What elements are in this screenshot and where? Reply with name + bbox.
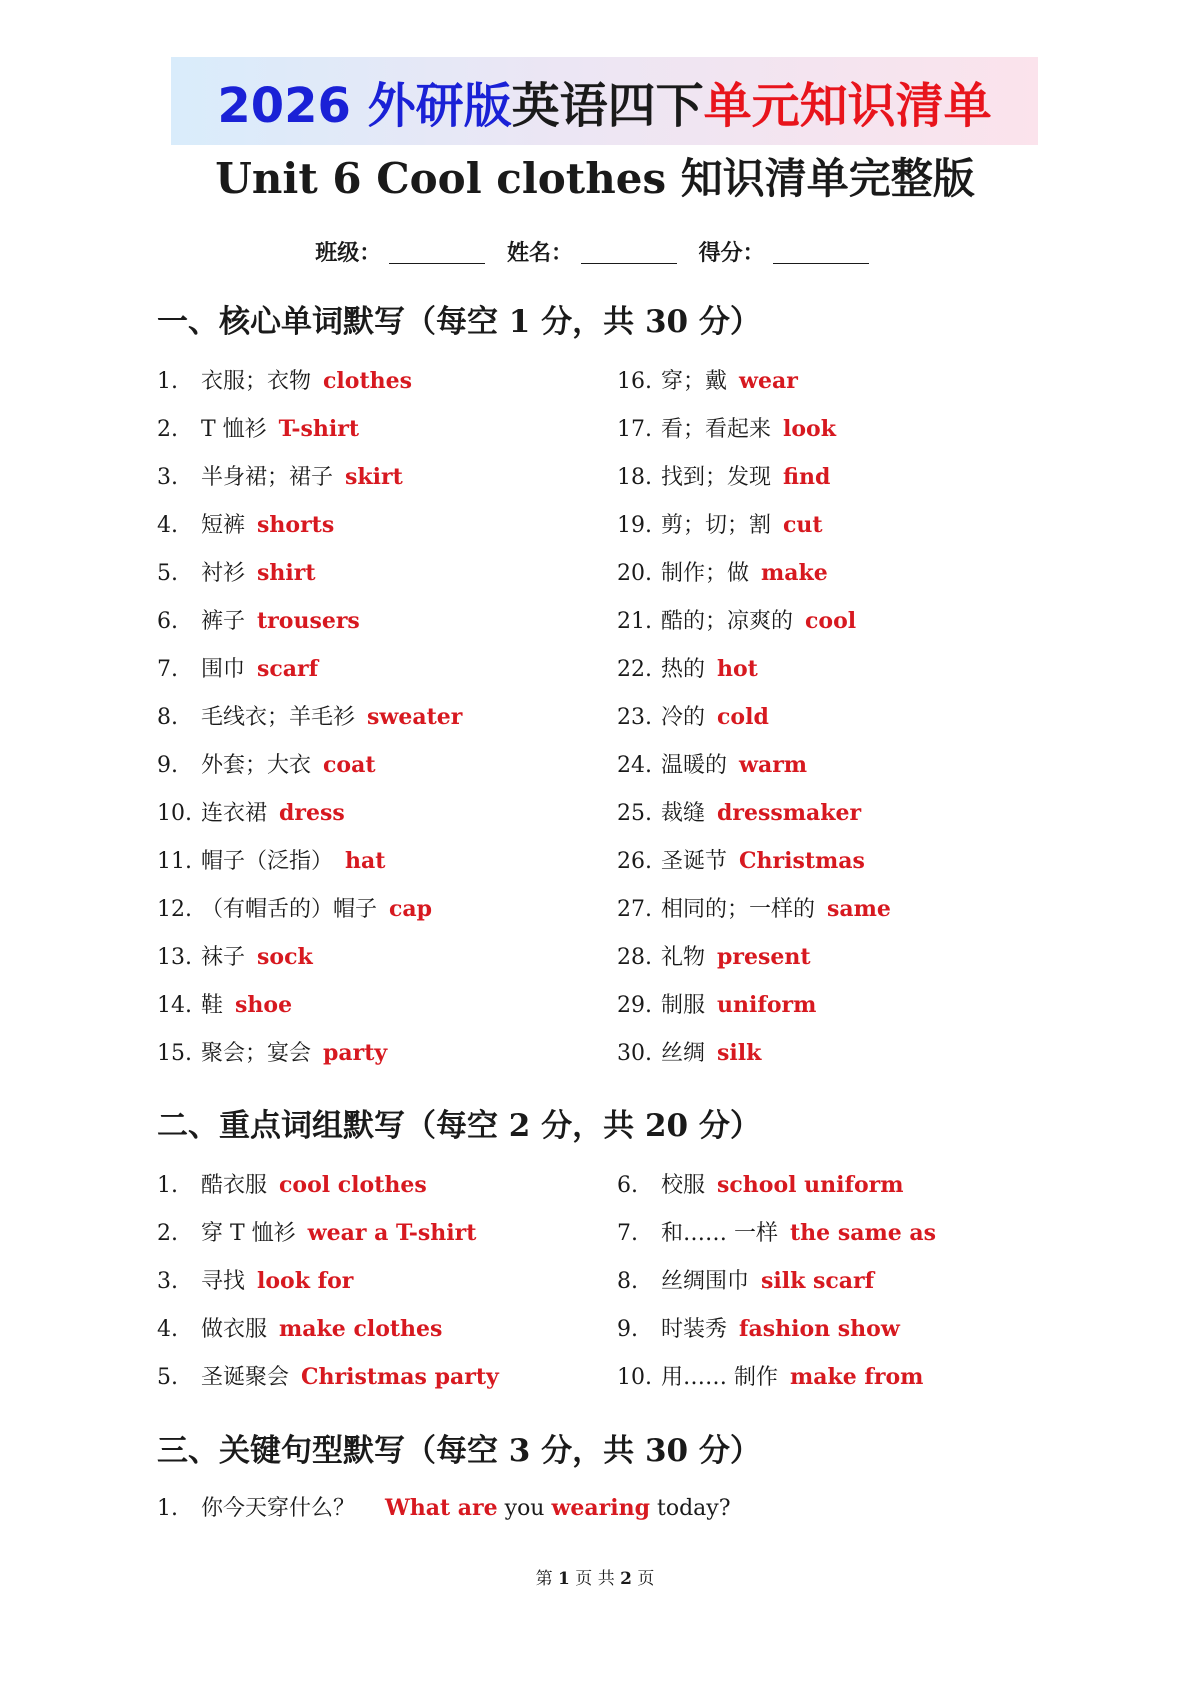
sentence-answer-1: What are (385, 1495, 498, 1521)
item-answer: find (783, 464, 831, 490)
list-item (617, 1209, 1057, 1257)
item-number: 9. (617, 1317, 638, 1342)
list-item (617, 1257, 1057, 1305)
list-item (617, 453, 1057, 501)
item-chinese: 外套；大衣 (201, 753, 312, 778)
item-chinese: 校服 (661, 1173, 706, 1198)
item-chinese: 裁缝 (661, 801, 706, 826)
list-item (157, 741, 617, 789)
item-chinese: 用…… 制作 (661, 1365, 778, 1390)
list-item (157, 357, 617, 405)
item-chinese: 温暖的 (661, 753, 728, 778)
item-chinese: T 恤衫 (201, 417, 267, 442)
item-chinese: 丝绸围巾 (661, 1269, 750, 1294)
item-answer: make from (790, 1364, 924, 1390)
list-item (617, 741, 1057, 789)
item-chinese: 衣服；衣物 (201, 369, 312, 394)
item-chinese: 丝绸 (661, 1041, 706, 1066)
item-answer: warm (739, 752, 808, 778)
item-answer: clothes (323, 368, 412, 394)
list-item (157, 789, 617, 837)
item-answer: T-shirt (278, 416, 360, 442)
item-number: 28. (617, 945, 652, 970)
list-item (617, 933, 1057, 981)
item-number: 22. (617, 657, 652, 682)
footer-total: 2 (620, 1569, 632, 1589)
list-item (157, 1029, 617, 1077)
item-chinese: 热的 (661, 657, 706, 682)
item-chinese: 帽子（泛指） (201, 849, 334, 874)
list-item (157, 405, 617, 453)
footer-page: 1 (558, 1569, 570, 1589)
item-answer: party (323, 1040, 388, 1066)
item-chinese: 制作；做 (661, 561, 750, 586)
item-answer: shirt (257, 560, 316, 586)
item-number: 25. (617, 801, 652, 826)
phrase-list (157, 1161, 1057, 1401)
item-chinese: 相同的；一样的 (661, 897, 816, 922)
item-chinese: 圣诞聚会 (201, 1365, 290, 1390)
item-number: 23. (617, 705, 652, 730)
item-number: 5. (157, 561, 178, 586)
item-chinese: 剪；切；割 (661, 513, 772, 538)
list-item (617, 405, 1057, 453)
list-item (157, 645, 617, 693)
section-3-heading: 三、关键句型默写（每空 3 分，共 30 分） (157, 1433, 761, 1469)
sentence-text-1: you (497, 1496, 552, 1521)
item-answer: dress (279, 800, 345, 826)
sentence-chinese: 你今天穿什么？ (201, 1496, 356, 1521)
item-answer: the same as (790, 1220, 937, 1246)
item-answer: sock (257, 944, 313, 970)
list-item (617, 1029, 1057, 1077)
item-answer: make clothes (279, 1316, 443, 1342)
list-item (617, 789, 1057, 837)
banner-list: 单元知识清单 (703, 77, 992, 134)
list-item (617, 981, 1057, 1029)
item-number: 7. (617, 1221, 638, 1246)
item-number: 14. (157, 993, 192, 1018)
item-number: 8. (157, 705, 178, 730)
item-chinese: 聚会；宴会 (201, 1041, 312, 1066)
list-item (617, 1305, 1057, 1353)
item-answer: cut (783, 512, 823, 538)
item-chinese: 圣诞节 (661, 849, 728, 874)
item-answer: cap (389, 896, 433, 922)
item-chinese: 毛线衣；羊毛衫 (201, 705, 356, 730)
item-number: 3. (157, 465, 178, 490)
score-label: 得分： (698, 240, 765, 266)
item-number: 18. (617, 465, 652, 490)
item-answer: hot (717, 656, 758, 682)
footer-suffix: 页 (637, 1569, 655, 1589)
class-label: 班级： (315, 240, 382, 266)
item-answer: cool (805, 608, 857, 634)
section-2-heading: 二、重点词组默写（每空 2 分，共 20 分） (157, 1108, 761, 1144)
item-number: 2. (157, 417, 178, 442)
item-chinese: 制服 (661, 993, 706, 1018)
name-label: 姓名： (506, 240, 573, 266)
sentence-number: 1. (157, 1496, 178, 1521)
item-number: 2. (157, 1221, 178, 1246)
item-answer: hat (345, 848, 386, 874)
sentence-answer-2: wearing (551, 1495, 651, 1521)
list-item (617, 693, 1057, 741)
list-item (617, 645, 1057, 693)
item-answer: cold (717, 704, 769, 730)
item-chinese: 酷的；凉爽的 (661, 609, 794, 634)
sentence-text-2: today? (650, 1496, 731, 1521)
item-chinese: 看；看起来 (661, 417, 772, 442)
score-blank[interactable] (773, 263, 869, 264)
item-number: 8. (617, 1269, 638, 1294)
list-item (157, 597, 617, 645)
banner-edition: 2026 外研版 (217, 77, 512, 134)
item-chinese: 和…… 一样 (661, 1221, 778, 1246)
item-answer: Christmas (739, 848, 865, 874)
item-answer: shorts (257, 512, 335, 538)
item-answer: sweater (367, 704, 463, 730)
list-item (157, 1161, 617, 1209)
item-chinese: 做衣服 (201, 1317, 268, 1342)
name-blank[interactable] (581, 263, 677, 264)
list-item (157, 933, 617, 981)
item-chinese: 袜子 (201, 945, 246, 970)
item-answer: cool clothes (279, 1172, 427, 1198)
list-item (157, 453, 617, 501)
item-chinese: 衬衫 (201, 561, 246, 586)
item-number: 17. (617, 417, 652, 442)
item-number: 26. (617, 849, 652, 874)
item-number: 6. (157, 609, 178, 634)
item-chinese: 寻找 (201, 1269, 246, 1294)
list-item (157, 693, 617, 741)
item-chinese: 冷的 (661, 705, 706, 730)
item-number: 4. (157, 513, 178, 538)
item-answer: wear (739, 368, 798, 394)
item-number: 7. (157, 657, 178, 682)
list-item (157, 1257, 617, 1305)
item-number: 20. (617, 561, 652, 586)
list-item (617, 549, 1057, 597)
list-item (157, 1353, 617, 1401)
item-chinese: 穿；戴 (661, 369, 728, 394)
item-chinese: 裤子 (201, 609, 246, 634)
item-chinese: 围巾 (201, 657, 246, 682)
list-item (157, 549, 617, 597)
item-answer: Christmas party (301, 1364, 499, 1390)
item-answer: trousers (257, 608, 360, 634)
class-blank[interactable] (389, 263, 485, 264)
item-answer: wear a T-shirt (307, 1220, 477, 1246)
item-number: 1. (157, 1173, 178, 1198)
item-answer: look for (257, 1268, 354, 1294)
list-item (157, 1305, 617, 1353)
page-footer (0, 1564, 1190, 1589)
item-chinese: 找到；发现 (661, 465, 772, 490)
item-answer: coat (323, 752, 376, 778)
item-number: 10. (157, 801, 192, 826)
item-chinese: 礼物 (661, 945, 706, 970)
item-number: 10. (617, 1365, 652, 1390)
footer-prefix: 第 (535, 1569, 553, 1589)
item-number: 24. (617, 753, 652, 778)
item-answer: school uniform (717, 1172, 904, 1198)
item-answer: fashion show (739, 1316, 900, 1342)
item-answer: same (827, 896, 891, 922)
sentence-item (157, 1488, 731, 1529)
list-item (617, 357, 1057, 405)
item-number: 6. (617, 1173, 638, 1198)
item-number: 19. (617, 513, 652, 538)
item-answer: skirt (345, 464, 403, 490)
item-number: 30. (617, 1041, 652, 1066)
item-number: 9. (157, 753, 178, 778)
list-item (617, 1161, 1057, 1209)
banner-subject: 英语四下 (511, 77, 704, 134)
item-answer: uniform (717, 992, 817, 1018)
item-number: 12. (157, 897, 192, 922)
item-answer: present (717, 944, 811, 970)
item-number: 29. (617, 993, 652, 1018)
list-item (157, 501, 617, 549)
item-chinese: 半身裙；裙子 (201, 465, 334, 490)
item-answer: make (761, 560, 828, 586)
item-answer: dressmaker (717, 800, 862, 826)
item-answer: look (783, 416, 836, 442)
header-banner (171, 57, 1038, 145)
item-chinese: 时装秀 (661, 1317, 728, 1342)
list-item (617, 837, 1057, 885)
list-item (617, 885, 1057, 933)
footer-middle: 页 共 (575, 1569, 615, 1589)
item-answer: scarf (257, 656, 319, 682)
list-item (617, 597, 1057, 645)
item-chinese: （有帽舌的）帽子 (201, 897, 378, 922)
vocab-list (157, 357, 1057, 1077)
list-item (157, 837, 617, 885)
list-item (157, 981, 617, 1029)
list-item (157, 885, 617, 933)
item-number: 15. (157, 1041, 192, 1066)
item-number: 1. (157, 369, 178, 394)
item-number: 27. (617, 897, 652, 922)
item-answer: shoe (235, 992, 293, 1018)
item-chinese: 鞋 (201, 993, 224, 1018)
list-item (617, 501, 1057, 549)
item-number: 16. (617, 369, 652, 394)
item-number: 4. (157, 1317, 178, 1342)
item-number: 11. (157, 849, 192, 874)
list-item (157, 1209, 617, 1257)
item-chinese: 穿 T 恤衫 (201, 1221, 296, 1246)
student-info (0, 236, 1190, 267)
item-number: 5. (157, 1365, 178, 1390)
item-chinese: 短裤 (201, 513, 246, 538)
list-item (617, 1353, 1057, 1401)
item-answer: silk (717, 1040, 762, 1066)
item-number: 13. (157, 945, 192, 970)
page-title: Unit 6 Cool clothes 知识清单完整版 (215, 154, 975, 203)
item-number: 21. (617, 609, 652, 634)
item-chinese: 连衣裙 (201, 801, 268, 826)
item-answer: silk scarf (761, 1268, 875, 1294)
item-chinese: 酷衣服 (201, 1173, 268, 1198)
section-1-heading: 一、核心单词默写（每空 1 分，共 30 分） (157, 304, 761, 340)
item-number: 3. (157, 1269, 178, 1294)
